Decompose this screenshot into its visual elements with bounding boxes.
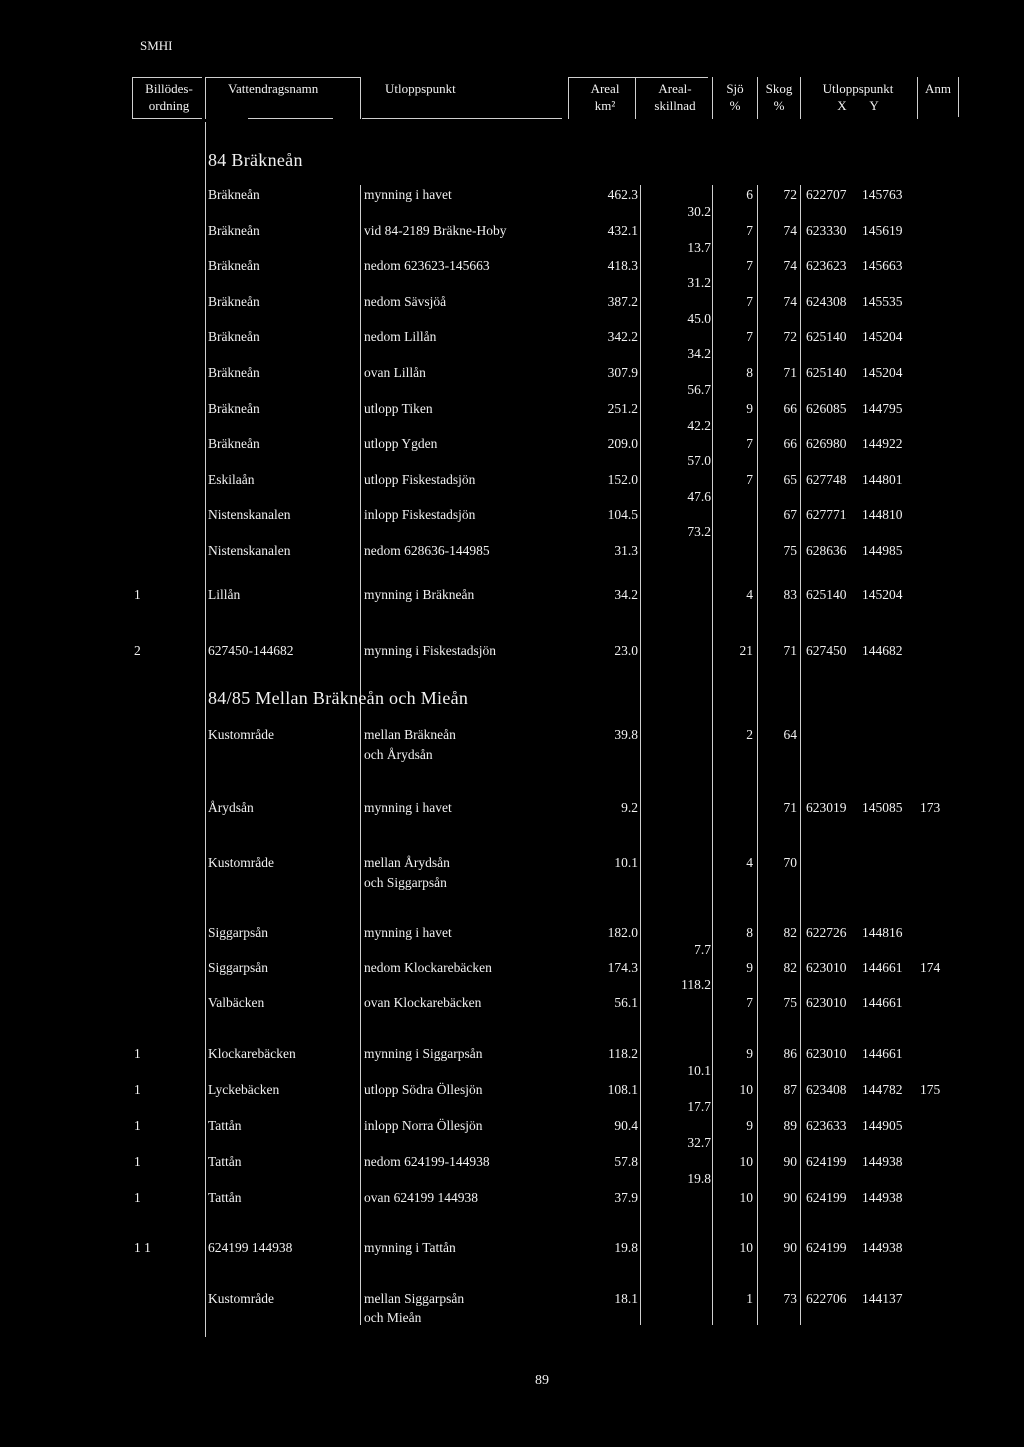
row-y: 144661 xyxy=(862,960,903,975)
row-ordning: 1 xyxy=(134,1046,141,1061)
row-x: 626980 xyxy=(806,436,847,452)
area-diff: 47.6 xyxy=(687,488,711,504)
section-title-braknean: 84 Bräkneån xyxy=(208,150,303,170)
header-divider xyxy=(132,77,133,119)
row-lake: 6 xyxy=(746,187,753,202)
row-name: Nistenskanalen xyxy=(208,543,291,558)
row-name: Siggarpsån xyxy=(208,925,268,940)
row-outlet: mynning i Siggarpsån xyxy=(364,1046,483,1061)
column-divider xyxy=(640,185,641,1325)
col-header-area-diff xyxy=(642,80,708,114)
row-lake: 9 xyxy=(746,1118,753,1133)
row-x: 626085 xyxy=(806,400,847,416)
row-area: 57.8 xyxy=(614,1154,638,1169)
kust2-outlet1: mellan Årydsån xyxy=(364,855,450,870)
row-y: 144816 xyxy=(862,925,903,940)
row-area: 251.2 xyxy=(607,400,638,416)
row-area: 31.3 xyxy=(614,543,638,558)
row-forest: 74 xyxy=(783,258,797,274)
row-outlet: mynning i Fiskestadsjön xyxy=(364,643,497,658)
header-y: Y xyxy=(869,98,879,113)
row-area: 174.3 xyxy=(607,960,638,975)
row-y: 144938 xyxy=(862,1190,903,1205)
kust3-outlet2: och Mieån xyxy=(364,1310,422,1325)
row-area: 432.1 xyxy=(607,222,638,238)
area-diff: 56.7 xyxy=(687,382,711,397)
col-header-name: Vattendragsnamn xyxy=(228,81,319,96)
row-forest: 74 xyxy=(783,222,797,238)
row-name: 627450-144682 xyxy=(208,643,294,658)
row-y: 144795 xyxy=(862,400,903,416)
row-name: Bräkneån xyxy=(208,222,260,238)
row-name: Tattån xyxy=(208,1118,242,1133)
area-diff: 31.2 xyxy=(687,275,711,291)
header-divider xyxy=(360,77,361,119)
row-name: Bräkneån xyxy=(208,436,260,452)
row-outlet: mynning i havet xyxy=(364,187,452,202)
kust3-y: 144137 xyxy=(862,1291,903,1306)
header-divider xyxy=(635,77,636,119)
sub-row-x: 624199 xyxy=(806,1240,847,1255)
header-ordning-line2: ordning xyxy=(148,98,190,113)
sub-row-outlet: mynning i Tattån xyxy=(364,1240,456,1255)
row-y: 144938 xyxy=(862,1154,903,1169)
row-outlet: inlopp Norra Öllesjön xyxy=(364,1118,483,1133)
row-forest: 71 xyxy=(783,643,797,658)
row-outlet: utlopp Tiken xyxy=(364,400,433,416)
section-title-mellan: 84/85 Mellan Bräkneån och Mieån xyxy=(208,688,469,708)
header-rule xyxy=(132,118,202,119)
column-divider xyxy=(958,77,959,117)
row-name: Valbäcken xyxy=(208,995,265,1010)
area-diff: 34.2 xyxy=(687,346,711,362)
row-y: 145204 xyxy=(862,329,903,345)
row-lake: 7 xyxy=(746,436,753,452)
row-forest: 82 xyxy=(783,925,797,940)
row-forest: 74 xyxy=(783,293,797,309)
row-outlet: nedom Sävsjöå xyxy=(364,293,447,309)
row-lake: 8 xyxy=(746,925,753,940)
row-lake: 10 xyxy=(739,1154,753,1169)
row-y: 145619 xyxy=(862,222,903,238)
row-lake: 7 xyxy=(746,222,753,238)
row-forest: 72 xyxy=(783,187,797,202)
row-y: 144682 xyxy=(862,643,903,658)
arydsan-note: 173 xyxy=(920,800,941,815)
area-diff: 13.7 xyxy=(687,239,711,255)
column-divider xyxy=(800,185,801,1325)
row-area: 152.0 xyxy=(607,471,638,487)
row-lake: 8 xyxy=(746,365,753,380)
row-x: 627450 xyxy=(806,643,847,658)
row-x: 623010 xyxy=(806,960,847,975)
row-y: 144801 xyxy=(862,471,903,487)
header-divider xyxy=(757,77,758,119)
row-name: Bräkneån xyxy=(208,293,260,309)
header-lake-line2: % xyxy=(729,98,741,113)
row-x: 623010 xyxy=(806,995,847,1010)
area-diff: 57.0 xyxy=(687,453,711,469)
row-x: 623330 xyxy=(806,222,847,238)
row-lake: 7 xyxy=(746,995,753,1010)
row-outlet: nedom 624199-144938 xyxy=(364,1154,490,1169)
row-forest: 89 xyxy=(783,1118,797,1133)
area-diff: 19.8 xyxy=(687,1171,711,1186)
row-y: 144810 xyxy=(862,507,903,523)
row-name: Bräkneån xyxy=(208,400,260,416)
header-divider xyxy=(800,77,801,119)
row-ordning: 1 xyxy=(134,1190,141,1205)
sub-row-area: 19.8 xyxy=(614,1240,638,1255)
sub-row-ordning: 1 1 xyxy=(134,1240,151,1255)
arydsan-area: 9.2 xyxy=(621,800,638,815)
kust3-forest: 73 xyxy=(783,1291,797,1306)
kust3-x: 622706 xyxy=(806,1291,847,1306)
row-name: Nistenskanalen xyxy=(208,507,291,523)
header-divider xyxy=(917,77,918,119)
header-divider xyxy=(712,77,713,119)
row-outlet: mynning i havet xyxy=(364,925,452,940)
row-name: Bräkneån xyxy=(208,187,260,202)
row-area: 118.2 xyxy=(608,1046,638,1061)
kust3-lake: 1 xyxy=(746,1291,753,1306)
kust1-area: 39.8 xyxy=(614,727,638,742)
row-outlet: utlopp Ygden xyxy=(364,436,438,452)
row-y: 145535 xyxy=(862,293,903,309)
area-diff: 17.7 xyxy=(687,1099,711,1114)
header-diff-line1: Areal- xyxy=(658,81,692,96)
row-y: 145763 xyxy=(862,187,903,202)
row-x: 628636 xyxy=(806,543,847,558)
row-y: 144661 xyxy=(862,995,903,1010)
area-diff: 45.0 xyxy=(687,310,711,326)
area-diff: 7.7 xyxy=(694,942,711,957)
row-outlet: inlopp Fiskestadsjön xyxy=(364,507,476,523)
row-outlet: nedom 623623-145663 xyxy=(364,258,490,274)
row-y: 144905 xyxy=(862,1118,903,1133)
header-area-line1: Areal xyxy=(590,81,620,96)
kust1-name: Kustområde xyxy=(208,727,274,742)
row-area: 34.2 xyxy=(614,587,638,602)
kust3-outlet1: mellan Siggarpsån xyxy=(364,1291,465,1306)
row-outlet: nedom 628636-144985 xyxy=(364,543,490,558)
row-name: Tattån xyxy=(208,1190,242,1205)
row-y: 145663 xyxy=(862,258,903,274)
row-lake: 7 xyxy=(746,258,753,274)
area-diff: 10.1 xyxy=(687,1063,711,1078)
kust3-area: 18.1 xyxy=(614,1291,638,1306)
row-note: 175 xyxy=(920,1082,941,1097)
row-note: 174 xyxy=(920,960,941,975)
row-x: 627748 xyxy=(806,471,847,487)
row-ordning: 1 xyxy=(134,1154,141,1169)
row-forest: 75 xyxy=(783,543,797,558)
row-ordning: 2 xyxy=(134,643,141,658)
col-header-forest xyxy=(759,80,799,114)
row-forest: 83 xyxy=(783,587,797,602)
row-outlet: utlopp Fiskestadsjön xyxy=(364,471,476,487)
area-diff: 42.2 xyxy=(687,417,711,433)
area-diff: 73.2 xyxy=(687,524,711,540)
kust2-outlet2: och Siggarpsån xyxy=(364,875,447,890)
col-header-lake xyxy=(715,80,755,114)
header-forest-line1: Skog xyxy=(765,81,793,96)
kust1-outlet2: och Årydsån xyxy=(364,747,433,762)
row-outlet: nedom Klockarebäcken xyxy=(364,960,492,975)
row-ordning: 1 xyxy=(134,1082,141,1097)
column-divider xyxy=(360,185,361,1325)
arydsan-x: 623019 xyxy=(806,800,847,815)
row-name: Bräkneån xyxy=(208,329,260,345)
row-lake: 21 xyxy=(739,643,753,658)
row-area: 209.0 xyxy=(607,436,638,452)
row-lake: 4 xyxy=(746,587,753,602)
row-outlet: ovan Klockarebäcken xyxy=(364,995,482,1010)
header-xy-line1: Utloppspunkt xyxy=(822,81,894,96)
row-area: 37.9 xyxy=(614,1190,638,1205)
row-name: Klockarebäcken xyxy=(208,1046,296,1061)
header-rule xyxy=(362,118,562,119)
col-header-outlet-xy xyxy=(802,80,914,114)
row-x: 625140 xyxy=(806,329,847,345)
header-rule xyxy=(248,118,333,119)
row-ordning: 1 xyxy=(134,587,141,602)
kust2-name: Kustområde xyxy=(208,855,274,870)
row-forest: 67 xyxy=(783,507,797,523)
row-area: 104.5 xyxy=(607,507,638,523)
col-header-ordning xyxy=(134,80,204,114)
row-forest: 71 xyxy=(783,365,797,380)
row-lake: 7 xyxy=(746,471,753,487)
row-forest: 90 xyxy=(783,1190,797,1205)
row-x: 627771 xyxy=(806,507,847,523)
row-forest: 65 xyxy=(783,471,797,487)
arydsan-name: Årydsån xyxy=(208,800,254,815)
row-name: Tattån xyxy=(208,1154,242,1169)
row-y: 144661 xyxy=(862,1046,903,1061)
row-outlet: ovan 624199 144938 xyxy=(364,1190,478,1205)
row-area: 387.2 xyxy=(607,293,638,309)
header-rule xyxy=(132,77,202,78)
row-outlet: mynning i Bräkneån xyxy=(364,587,475,602)
header-divider xyxy=(568,77,569,119)
column-divider xyxy=(205,122,206,1337)
row-area: 56.1 xyxy=(614,995,638,1010)
row-forest: 86 xyxy=(783,1046,797,1061)
area-diff: 118.2 xyxy=(681,977,711,992)
row-lake: 10 xyxy=(739,1082,753,1097)
row-x: 622707 xyxy=(806,187,847,202)
row-outlet: utlopp Södra Öllesjön xyxy=(364,1082,483,1097)
row-lake: 9 xyxy=(746,400,753,416)
kust1-outlet1: mellan Bräkneån xyxy=(364,727,456,742)
row-y: 144985 xyxy=(862,543,903,558)
row-lake: 9 xyxy=(746,1046,753,1061)
arydsan-y: 145085 xyxy=(862,800,903,815)
row-y: 144782 xyxy=(862,1082,903,1097)
row-x: 623633 xyxy=(806,1118,847,1133)
row-outlet: ovan Lillån xyxy=(364,365,426,380)
sub-row-y: 144938 xyxy=(862,1240,903,1255)
header-ordning-line1: Billödes- xyxy=(145,81,193,96)
column-divider xyxy=(712,185,713,1325)
row-ordning: 1 xyxy=(134,1118,141,1133)
row-lake: 7 xyxy=(746,293,753,309)
row-forest: 66 xyxy=(783,400,797,416)
row-x: 624308 xyxy=(806,293,847,309)
agency-label: SMHI xyxy=(140,38,173,53)
row-x: 625140 xyxy=(806,365,847,380)
sub-row-forest: 90 xyxy=(783,1240,797,1255)
header-divider xyxy=(205,77,206,119)
column-divider xyxy=(757,185,758,1325)
header-lake-line1: Sjö xyxy=(726,81,744,96)
row-lake: 10 xyxy=(739,1190,753,1205)
sub-row-lake: 10 xyxy=(739,1240,753,1255)
col-header-area xyxy=(580,80,630,114)
kust1-forest: 64 xyxy=(783,727,797,742)
row-outlet: vid 84-2189 Bräkne-Hoby xyxy=(364,222,507,238)
kust3-name: Kustområde xyxy=(208,1291,274,1306)
row-name: Lyckebäcken xyxy=(208,1082,280,1097)
header-xy-line2 xyxy=(802,97,914,114)
header-x: X xyxy=(837,98,847,113)
header-rule xyxy=(205,77,360,78)
row-forest: 72 xyxy=(783,329,797,345)
row-y: 145204 xyxy=(862,365,903,380)
row-x: 622726 xyxy=(806,925,847,940)
page-number: 89 xyxy=(535,1373,549,1388)
row-area: 23.0 xyxy=(614,643,638,658)
row-x: 625140 xyxy=(806,587,847,602)
row-forest: 90 xyxy=(783,1154,797,1169)
kust2-lake: 4 xyxy=(746,855,753,870)
row-area: 462.3 xyxy=(607,187,638,202)
row-y: 144922 xyxy=(862,436,903,452)
row-area: 182.0 xyxy=(607,925,638,940)
row-name: Bräkneån xyxy=(208,365,260,380)
row-name: Lillån xyxy=(208,587,241,602)
row-x: 623623 xyxy=(806,258,847,274)
row-x: 624199 xyxy=(806,1154,847,1169)
sub-row-name: 624199 144938 xyxy=(208,1240,293,1255)
row-outlet: nedom Lillån xyxy=(364,329,437,345)
header-forest-line2: % xyxy=(773,98,785,113)
row-name: Bräkneån xyxy=(208,258,260,274)
row-y: 145204 xyxy=(862,587,903,602)
row-area: 108.1 xyxy=(607,1082,638,1097)
header-diff-line2: skillnad xyxy=(654,98,696,113)
row-lake: 9 xyxy=(746,960,753,975)
arydsan-forest: 71 xyxy=(783,800,797,815)
row-forest: 75 xyxy=(783,995,797,1010)
col-header-outlet: Utloppspunkt xyxy=(385,81,456,96)
row-x: 623408 xyxy=(806,1082,847,1097)
area-diff: 32.7 xyxy=(687,1135,711,1150)
arydsan-outlet: mynning i havet xyxy=(364,800,452,815)
kust1-lake: 2 xyxy=(746,727,753,742)
area-diff: 30.2 xyxy=(687,204,711,219)
row-x: 623010 xyxy=(806,1046,847,1061)
row-area: 418.3 xyxy=(607,258,638,274)
kust2-area: 10.1 xyxy=(614,855,638,870)
row-area: 90.4 xyxy=(614,1118,638,1133)
col-header-note: Anm xyxy=(925,81,951,96)
row-x: 624199 xyxy=(806,1190,847,1205)
header-area-line2: km² xyxy=(594,98,616,113)
row-area: 342.2 xyxy=(607,329,638,345)
row-forest: 87 xyxy=(783,1082,797,1097)
header-rule xyxy=(568,77,708,78)
row-lake: 7 xyxy=(746,329,753,345)
row-name: Siggarpsån xyxy=(208,960,268,975)
kust2-forest: 70 xyxy=(783,855,797,870)
row-forest: 66 xyxy=(783,436,797,452)
row-forest: 82 xyxy=(783,960,797,975)
row-name: Eskilaån xyxy=(208,471,255,487)
row-area: 307.9 xyxy=(607,365,638,380)
